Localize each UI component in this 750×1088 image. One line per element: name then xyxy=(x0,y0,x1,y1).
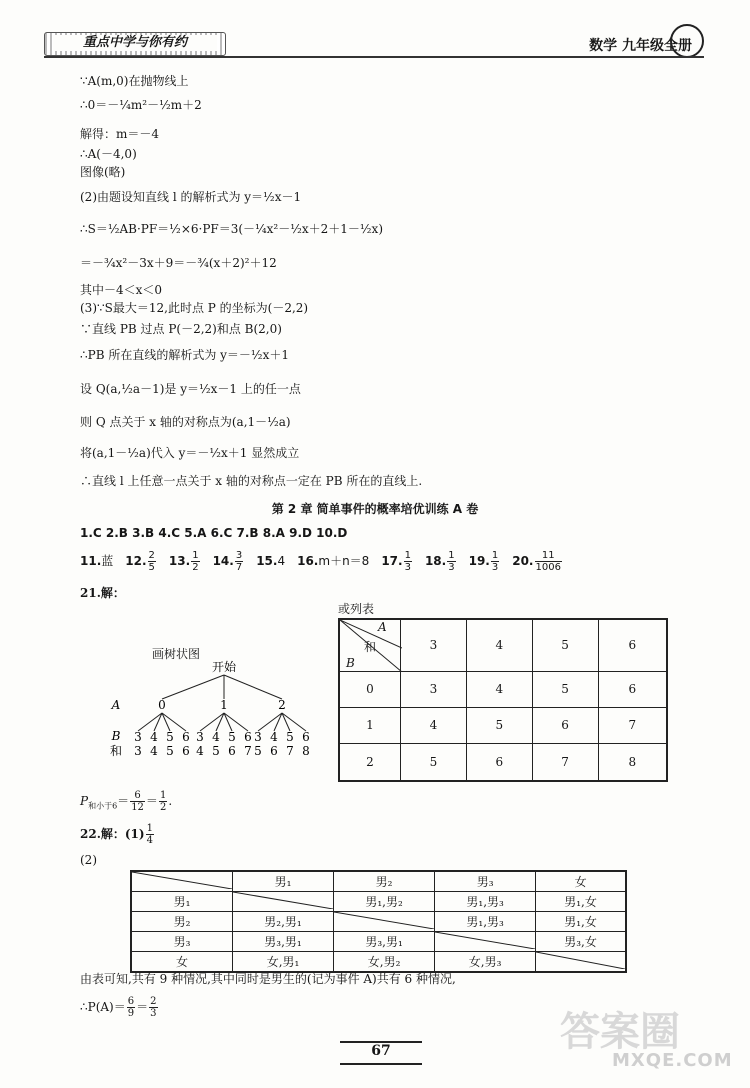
diag-line xyxy=(233,892,333,909)
num: 11 xyxy=(535,550,562,562)
den: 7 xyxy=(235,562,243,573)
tree-sum-node: 7 xyxy=(286,744,294,758)
conclusion: 由表可知,共有 9 种情况,其中同时是男生的(记为事件 A)共有 6 种情况, xyxy=(80,972,456,986)
frac-6-9 xyxy=(127,996,135,1019)
answer-item xyxy=(424,550,457,573)
row-head: 1 xyxy=(339,707,401,743)
table-cell: 6 xyxy=(598,671,667,707)
watermark-url: MXQE.COM xyxy=(612,1050,733,1071)
q22-part2: (2) xyxy=(80,853,97,867)
answer-number: 12. xyxy=(125,554,147,568)
table-cell: 男₁,男₃ xyxy=(435,892,536,912)
table-label: 或列表 xyxy=(338,602,375,616)
col-head: 3 xyxy=(401,619,467,671)
answers-row-1: 1.C 2.B 3.B 4.C 5.A 6.C 7.B 8.A 9.D 10.D xyxy=(80,526,348,540)
tree-b-node: 6 xyxy=(244,730,252,744)
table-cell: 男₃,男₁ xyxy=(233,932,334,952)
table-cell: 男₁,女 xyxy=(536,912,626,932)
table-cell: 男₁,女 xyxy=(536,892,626,912)
answer-item xyxy=(125,550,157,573)
line-8: ＝－¾x²－3x＋9＝－¾(x＋2)²＋12 xyxy=(80,256,277,270)
table-cell: 6 xyxy=(532,707,598,743)
num: 1 xyxy=(404,550,411,561)
tree-b-node: 4 xyxy=(270,730,278,744)
tree-b-node: 3 xyxy=(134,730,142,744)
tree-a-node: 2 xyxy=(278,698,286,712)
table-cell: 8 xyxy=(598,744,667,781)
logo-icon xyxy=(670,24,704,58)
header-banner xyxy=(44,32,226,56)
answer-number: 14. xyxy=(212,554,234,568)
row-head: 男₁ xyxy=(131,892,233,912)
tree-b-node: 3 xyxy=(254,730,262,744)
q22-label xyxy=(80,823,155,846)
answer-fraction xyxy=(447,550,455,573)
tree-level-b: B xyxy=(111,729,121,743)
answer-item xyxy=(80,554,113,568)
page-number: 67 xyxy=(340,1041,422,1065)
table-cell: 5 xyxy=(532,671,598,707)
prob-p: P xyxy=(80,794,89,808)
answer-fraction xyxy=(491,550,499,573)
final-probability: ∴P(A)＝ $\frac{6}{9}$ ＝ $\frac{2}{3}$ xyxy=(80,996,157,1019)
line-15: 将(a,1－½a)代入 y＝－½x＋1 显然成立 xyxy=(80,446,300,460)
tree-sum-node: 5 xyxy=(254,744,262,758)
answer-number: 19. xyxy=(468,554,490,568)
q21-label: 21.解： xyxy=(80,586,125,600)
tree-sum-node: 4 xyxy=(196,744,204,758)
answer-item xyxy=(512,550,563,573)
answer-item xyxy=(168,550,201,573)
num: 1 xyxy=(448,550,455,561)
answer-number: 11. xyxy=(80,554,102,568)
answer-value: 蓝 xyxy=(101,554,114,568)
table-cell: 5 xyxy=(466,707,532,743)
tree-b-node: 5 xyxy=(166,730,174,744)
tree-label: 画树状图 xyxy=(152,647,201,661)
corner-he: 和 xyxy=(364,640,377,654)
col-head: 4 xyxy=(466,619,532,671)
tree-sum-node: 5 xyxy=(212,744,220,758)
answer-value: m＋n＝8 xyxy=(318,554,370,568)
tree-sum-node: 3 xyxy=(134,744,142,758)
tree-sum-node: 7 xyxy=(244,744,252,758)
col-head: 6 xyxy=(598,619,667,671)
answer-value: 4 xyxy=(277,554,286,568)
den: 4 xyxy=(146,835,153,846)
line-7: ∴S＝½AB·PF＝½×6·PF＝3(－¼x²－½x＋2＋1－½x) xyxy=(80,222,383,236)
header-rule xyxy=(44,56,704,58)
diag-cell xyxy=(334,912,435,932)
tree-sum-node: 4 xyxy=(150,744,158,758)
num: 3 xyxy=(235,550,243,561)
num: 1 xyxy=(192,550,199,561)
diag-line xyxy=(334,912,434,929)
tree-b-node: 3 xyxy=(196,730,204,744)
table-cell: 男₁,男₂ xyxy=(334,892,435,912)
table-cell: 4 xyxy=(401,707,467,743)
num: 2 xyxy=(150,996,157,1007)
tree-branch xyxy=(162,675,224,699)
answers-row-2 xyxy=(80,550,575,573)
diag-cell xyxy=(233,892,334,912)
tree-sum-node: 6 xyxy=(270,744,278,758)
tree-b-node: 4 xyxy=(150,730,158,744)
tree-sum-label: 和 xyxy=(109,744,123,758)
frac-1-4 xyxy=(146,823,154,846)
corner-cell xyxy=(339,619,401,671)
diag-cell xyxy=(536,952,626,973)
diag-cell xyxy=(435,932,536,952)
den: 12 xyxy=(131,802,144,813)
section-title: 第 2 章 简单事件的概率培优训练 A 卷 xyxy=(271,502,479,516)
answer-item xyxy=(468,550,501,573)
table-cell: 7 xyxy=(532,744,598,781)
answer-fraction xyxy=(148,550,156,573)
answer-item xyxy=(297,554,369,568)
tree-b-node: 5 xyxy=(286,730,294,744)
tree-a-node: 1 xyxy=(220,698,228,712)
q22-text: 22.解：(1) xyxy=(80,827,145,841)
num: 1 xyxy=(491,550,499,561)
den: 5 xyxy=(148,562,155,573)
table-cell: 男₁,男₃ xyxy=(435,912,536,932)
corner-diagonal-2 xyxy=(132,872,232,889)
col-head: 男₃ xyxy=(435,871,536,892)
answer-fraction xyxy=(235,550,243,573)
tree-b-node: 6 xyxy=(182,730,190,744)
col-head: 男₂ xyxy=(334,871,435,892)
answer-item xyxy=(381,550,413,573)
den: 2 xyxy=(159,802,167,813)
den: 2 xyxy=(192,562,199,573)
line-9: 其中－4＜x＜0 xyxy=(80,283,163,297)
tree-diagram xyxy=(100,655,340,765)
tree-sum-node: 8 xyxy=(302,744,310,758)
tree-a-node: 0 xyxy=(158,698,166,712)
watermark-logo: 答案圈 xyxy=(560,1009,680,1055)
sum-table xyxy=(338,618,668,782)
tree-root: 开始 xyxy=(211,660,237,674)
table-cell: 6 xyxy=(466,744,532,781)
table-cell: 4 xyxy=(466,671,532,707)
row-head: 男₃ xyxy=(131,932,233,952)
prob-sub: 和小于6 xyxy=(88,801,118,811)
prob-21: $P_{和小于6}=$ $\frac{6}{12}$ ＝ $\frac{1}{2}$ . xyxy=(80,790,173,813)
answer-fraction xyxy=(404,550,412,573)
den: 3 xyxy=(150,1008,157,1019)
table-cell: 女,男₂ xyxy=(334,952,435,973)
line-4: ∴A(－4,0) xyxy=(80,147,137,161)
table-cell: 男₃,女 xyxy=(536,932,626,952)
line-3: 解得：m＝－4 xyxy=(80,127,160,141)
num: 1 xyxy=(146,823,153,834)
answer-fraction xyxy=(191,550,199,573)
row-head: 女 xyxy=(131,952,233,973)
answer-number: 13. xyxy=(168,554,191,568)
table-cell: 男₂,男₁ xyxy=(233,912,334,932)
table-cell: 女,男₁ xyxy=(233,952,334,973)
subject-label: 数学 九年级全册 xyxy=(589,38,692,54)
col-head: 女 xyxy=(536,871,626,892)
table-cell: 女,男₃ xyxy=(435,952,536,973)
den: 9 xyxy=(127,1008,135,1019)
frac-6-12 xyxy=(130,790,145,813)
tree-sum-node: 5 xyxy=(166,744,174,758)
line-6: (2)由题设知直线 l 的解析式为 y＝½x－1 xyxy=(80,190,302,204)
corner-b: B xyxy=(346,656,355,670)
frac-2-3 xyxy=(149,996,157,1019)
answer-item xyxy=(212,550,245,573)
tree-b-node: 6 xyxy=(302,730,310,744)
num: 6 xyxy=(130,790,145,802)
answer-item xyxy=(256,554,285,568)
tree-level-a: A xyxy=(111,698,121,712)
tree-branch xyxy=(224,675,282,699)
tree-b-node: 4 xyxy=(212,730,220,744)
row-head: 2 xyxy=(339,744,401,781)
line-1: ∵A(m,0)在抛物线上 xyxy=(80,74,189,88)
gender-table xyxy=(130,870,627,973)
num: 6 xyxy=(127,996,135,1007)
den: 3 xyxy=(491,562,499,573)
line-5: 图像(略) xyxy=(80,165,126,179)
den: 3 xyxy=(448,562,455,573)
table-cell: 5 xyxy=(401,744,467,781)
row-head: 0 xyxy=(339,671,401,707)
diag-line xyxy=(435,932,535,949)
num: 1 xyxy=(159,790,167,801)
table-cell: 7 xyxy=(598,707,667,743)
row-head: 男₂ xyxy=(131,912,233,932)
line-14: 则 Q 点关于 x 轴的对称点为(a,1－½a) xyxy=(80,415,291,429)
corner-cell-2 xyxy=(131,871,233,892)
corner-a: A xyxy=(378,620,387,634)
line-11: ∵直线 PB 过点 P(－2,2)和点 B(2,0) xyxy=(80,322,282,336)
line-12: ∴PB 所在直线的解析式为 y＝－½x＋1 xyxy=(80,348,289,362)
col-head: 男₁ xyxy=(233,871,334,892)
answer-number: 15. xyxy=(256,554,278,568)
banner-text: 重点中学与你有约 xyxy=(53,35,217,51)
line-10: (3)∵S最大＝12,此时点 P 的坐标为(－2,2) xyxy=(80,301,309,315)
line-13: 设 Q(a,½a－1)是 y＝½x－1 上的任一点 xyxy=(80,382,301,396)
final-lead: ∴P(A)＝ xyxy=(80,1000,126,1014)
tree-b-node: 5 xyxy=(228,730,236,744)
tree-sum-node: 6 xyxy=(182,744,190,758)
answer-fraction xyxy=(535,550,562,573)
diag-line xyxy=(536,952,625,969)
den: 3 xyxy=(404,562,411,573)
answer-number: 17. xyxy=(381,554,403,568)
table-cell: 3 xyxy=(401,671,467,707)
frac-1-2 xyxy=(159,790,167,813)
table-cell: 男₃,男₁ xyxy=(334,932,435,952)
line-2: ∴0＝－¼m²－½m＋2 xyxy=(80,98,202,112)
answer-number: 20. xyxy=(512,554,534,568)
num: 2 xyxy=(148,550,155,561)
line-16: ∴直线 l 上任意一点关于 x 轴的对称点一定在 PB 所在的直线上. xyxy=(80,474,423,488)
col-head: 5 xyxy=(532,619,598,671)
answer-number: 16. xyxy=(297,554,319,568)
tree-sum-node: 6 xyxy=(228,744,236,758)
den: 1006 xyxy=(535,562,561,573)
answer-number: 18. xyxy=(424,554,447,568)
